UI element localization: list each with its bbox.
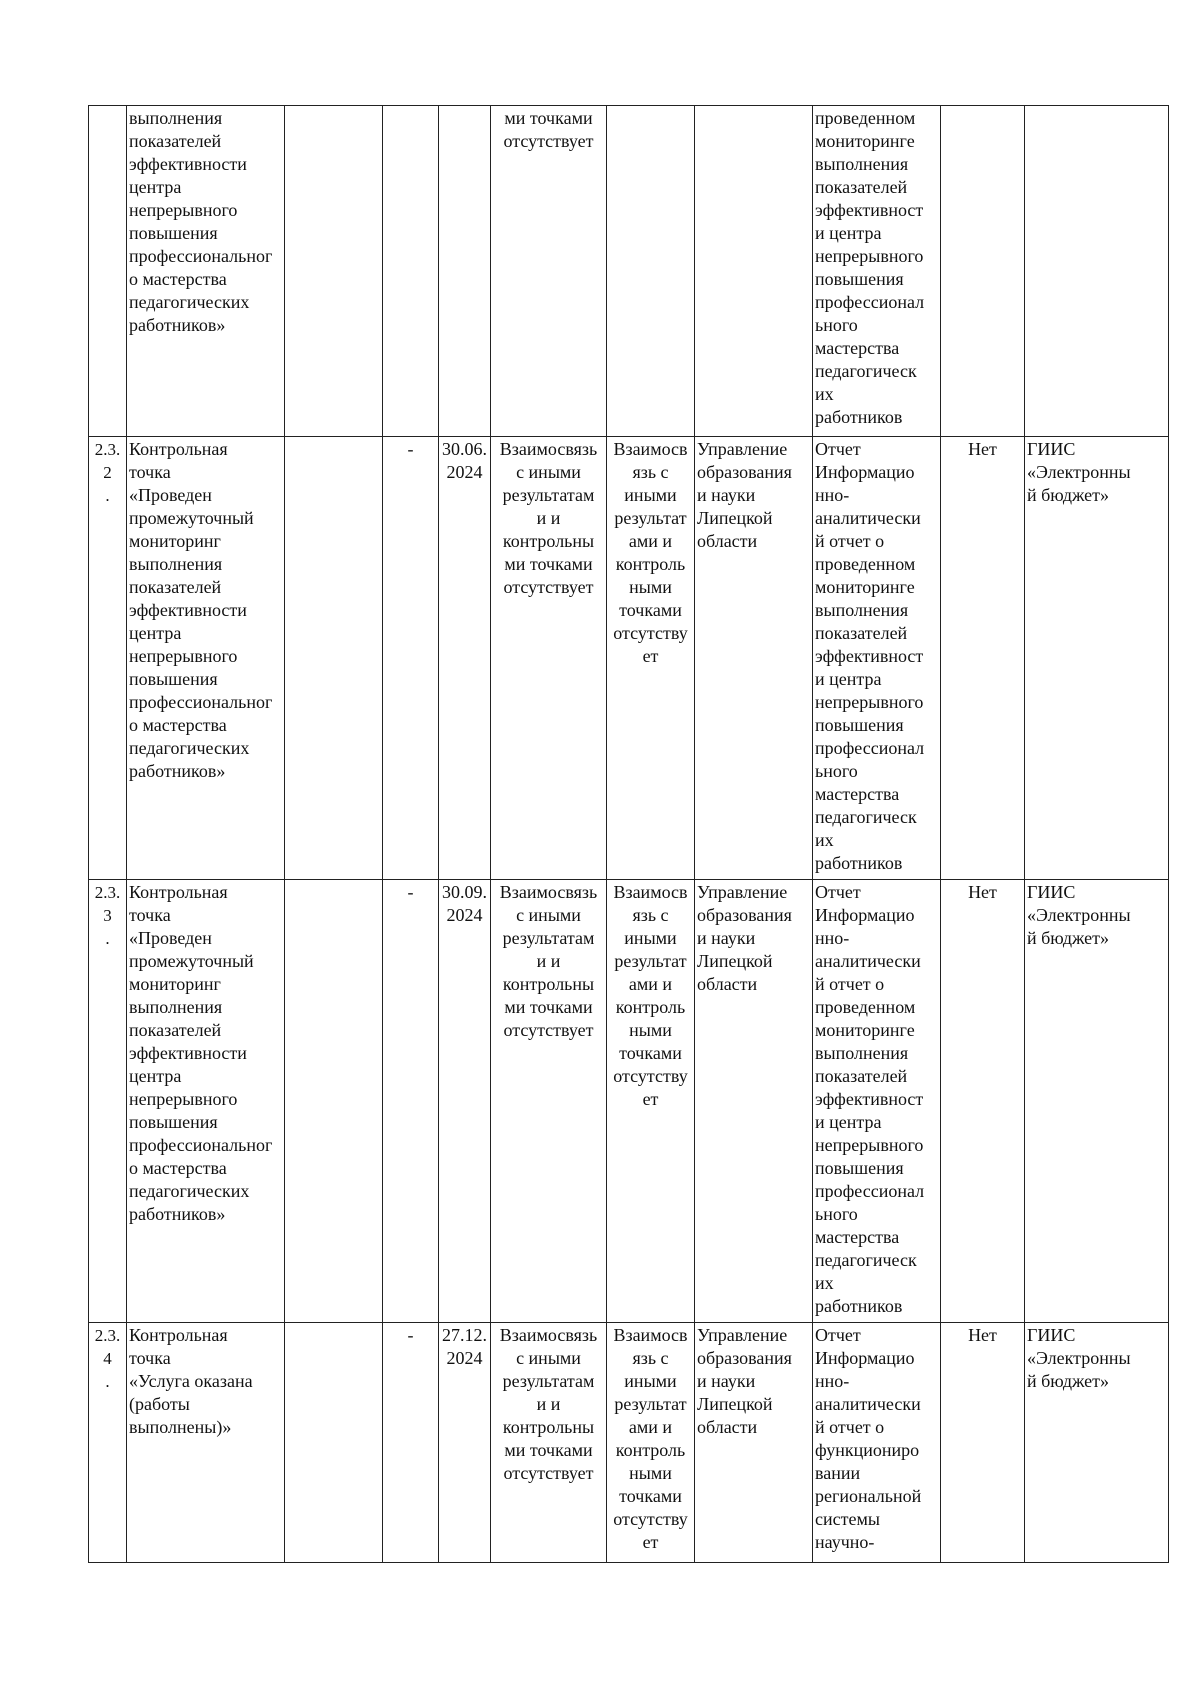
document-text: Отчет Информацио нно- аналитически й отчет о функциониро вании региональной системы научно-: [815, 1325, 922, 1552]
control-point-name: Контрольная точка «Проведен промежуточный мониторинг выполнения показателей эффективности центра непрерывного повышения профессиональног о мастерства педагогических работников»: [129, 882, 273, 1224]
column-4-cell: [383, 1323, 439, 1563]
relation-alt-cell: [607, 1323, 695, 1563]
control-point-name: Контрольная точка «Услуга оказана (работы выполнены)»: [129, 1325, 253, 1437]
date-cell: [439, 106, 491, 437]
column-4-cell: [383, 880, 439, 1323]
column-3-cell: [285, 880, 383, 1323]
relation-text: Взаимосвязь с иными результатам и и контрольны ми точками отсутствует: [499, 439, 598, 597]
system-cell: [1025, 106, 1169, 437]
document-cell: [813, 880, 941, 1323]
relation-text: Взаимосвязь с иными результатам и и контрольны ми точками отсутствует: [499, 1325, 598, 1483]
document-text: Отчет Информацио нно- аналитически й отчет о проведенном мониторинге выполнения показателей эффективност и центра непрерывного повышения профессионал ьного мастерства педагогическ их работников: [815, 439, 925, 873]
relation-text: ми точками отсутствует: [503, 108, 594, 151]
responsible-text: Управление образования и науки Липецкой области: [697, 882, 792, 994]
responsible-cell: [695, 106, 813, 437]
due-date: 30.06. 2024: [442, 439, 487, 482]
responsible-cell: [695, 1323, 813, 1563]
relation-alt-cell: [607, 106, 695, 437]
relation-alt-cell: [607, 880, 695, 1323]
relation-alt-text: Взаимосв язь с иными результат ами и контроль ными точками отсутству ет: [613, 1325, 688, 1552]
flag-cell: [941, 437, 1025, 880]
relation-alt-text: Взаимосв язь с иными результат ами и контроль ными точками отсутству ет: [613, 882, 688, 1109]
row-number: 2.3.2: [94, 440, 121, 482]
flag-cell: [941, 106, 1025, 437]
document-cell: [813, 1323, 941, 1563]
relation-text: Взаимосвязь с иными результатам и и контрольны ми точками отсутствует: [499, 882, 598, 1040]
column-4-value: -: [407, 1325, 414, 1345]
column-4-value: -: [407, 882, 414, 902]
row-number-dot: .: [105, 486, 110, 505]
row-number-cell: [89, 1323, 127, 1563]
row-number-dot: .: [105, 929, 110, 948]
control-point-name-cell: [127, 437, 285, 880]
control-point-name: Контрольная точка «Проведен промежуточный мониторинг выполнения показателей эффективности центра непрерывного повышения профессиональног о мастерства педагогических работников»: [129, 439, 273, 781]
flag-text: Нет: [968, 1325, 997, 1345]
flag-text: Нет: [968, 439, 997, 459]
relation-cell: [491, 437, 607, 880]
table-row: [89, 880, 1169, 1323]
due-date: 30.09. 2024: [442, 882, 487, 925]
flag-cell: [941, 1323, 1025, 1563]
column-3-cell: [285, 106, 383, 437]
column-3-cell: [285, 437, 383, 880]
responsible-text: Управление образования и науки Липецкой области: [697, 1325, 792, 1437]
relation-alt-cell: [607, 437, 695, 880]
control-point-name-cell: [127, 880, 285, 1323]
document-text: проведенном мониторинге выполнения показателей эффективност и центра непрерывного повышения профессионал ьного мастерства педагогическ их работников: [815, 108, 925, 427]
date-cell: [439, 437, 491, 880]
table-row: [89, 106, 1169, 437]
system-text: ГИИС «Электронны й бюджет»: [1027, 439, 1131, 505]
due-date: 27.12. 2024: [442, 1325, 487, 1368]
relation-cell: [491, 106, 607, 437]
control-point-name: выполнения показателей эффективности центра непрерывного повышения профессиональног о мастерства педагогических работников»: [129, 108, 273, 335]
system-cell: [1025, 1323, 1169, 1563]
responsible-text: Управление образования и науки Липецкой области: [697, 439, 792, 551]
document-cell: [813, 437, 941, 880]
control-point-name-cell: [127, 106, 285, 437]
control-points-table: [88, 105, 1169, 1563]
system-text: ГИИС «Электронны й бюджет»: [1027, 882, 1131, 948]
control-point-name-cell: [127, 1323, 285, 1563]
row-number-cell: [89, 437, 127, 880]
table-row: [89, 437, 1169, 880]
responsible-cell: [695, 880, 813, 1323]
column-4-cell: [383, 106, 439, 437]
row-number: 2.3.3: [94, 883, 121, 925]
date-cell: [439, 1323, 491, 1563]
column-4-value: -: [407, 439, 414, 459]
flag-text: Нет: [968, 882, 997, 902]
column-4-cell: [383, 437, 439, 880]
table-row: [89, 1323, 1169, 1563]
relation-cell: [491, 880, 607, 1323]
system-cell: [1025, 880, 1169, 1323]
flag-cell: [941, 880, 1025, 1323]
document-cell: [813, 106, 941, 437]
relation-alt-text: Взаимосв язь с иными результат ами и контроль ными точками отсутству ет: [613, 439, 688, 666]
system-text: ГИИС «Электронны й бюджет»: [1027, 1325, 1131, 1391]
system-cell: [1025, 437, 1169, 880]
responsible-cell: [695, 437, 813, 880]
row-number-dot: .: [105, 1372, 110, 1391]
row-number: 2.3.4: [94, 1326, 121, 1368]
date-cell: [439, 880, 491, 1323]
row-number-cell: [89, 880, 127, 1323]
document-text: Отчет Информацио нно- аналитически й отчет о проведенном мониторинге выполнения показателей эффективност и центра непрерывного повышения профессионал ьного мастерства педагогическ их работников: [815, 882, 925, 1316]
relation-cell: [491, 1323, 607, 1563]
column-3-cell: [285, 1323, 383, 1563]
row-number-cell: [89, 106, 127, 437]
